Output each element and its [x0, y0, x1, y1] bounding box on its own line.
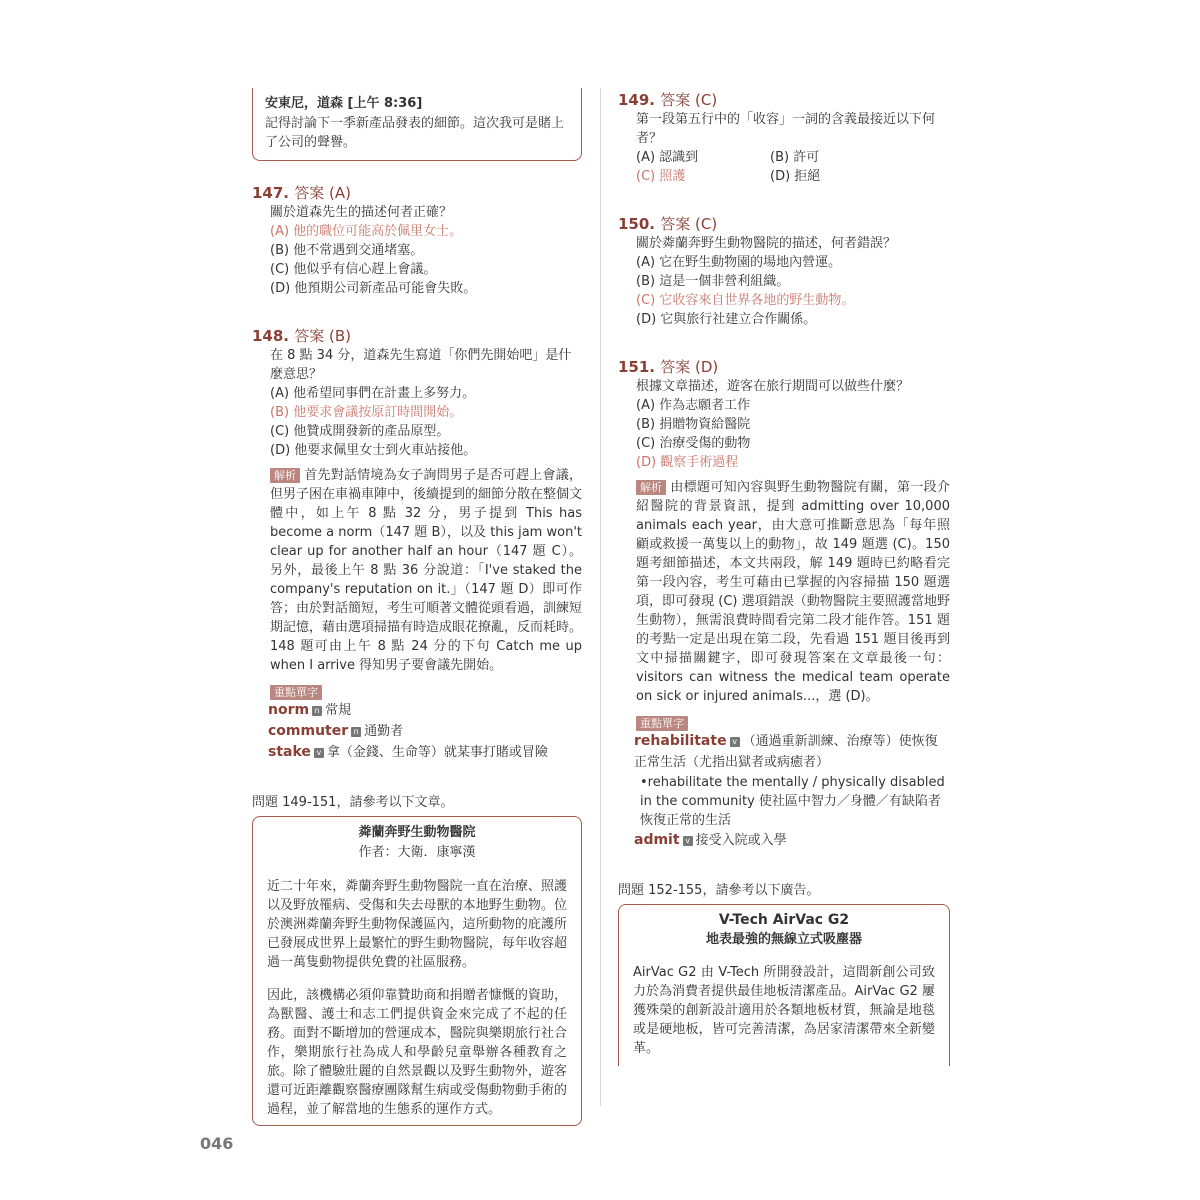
question-heading — [618, 357, 950, 377]
vocab-item — [268, 721, 582, 742]
question-150 — [618, 214, 950, 329]
vocab-example-text: rehabilitate the mentally / physically disabled in the community 使社區中智力／身體／有缺陷者恢復正常的生活 — [640, 775, 945, 828]
question-heading — [252, 326, 582, 346]
vocab-meaning: 通勤者 — [364, 724, 404, 739]
question-stem: 在 8 點 34 分，道森先生寫道「你們先開始吧」是什麼意思？ — [270, 348, 572, 382]
option-a: (A) 他的職位可能高於佩里女士。 — [270, 224, 463, 239]
answer-label: 答案 (D) — [660, 358, 719, 376]
question-147 — [252, 183, 582, 298]
vocab-example: •rehabilitate the mentally / physically disabled in the community 使社區中智力／身體／有缺陷者恢復正常的生活 — [640, 775, 945, 828]
answer-label: 答案 (A) — [294, 184, 351, 202]
explanation — [636, 478, 950, 706]
article-paragraph: 近二十年來，粦蘭奔野生動物醫院一直在治療、照護以及野放罹病、受傷和失去母獸的本地野生動物。位於澳洲粦蘭奔野生動物保護區內，這所動物的庇護所已發展成世界上最繁忙的野生動物醫院，每年收容超過一萬隻動物提供免費的社區服務。 — [267, 879, 567, 970]
ad-text: AirVac G2 由 V-Tech 所開發設計，這間新創公司致力於為消費者提供最佳地板清潔產品。AirVac G2 屢獲殊榮的創新設計適用於各類地板材質，無論是地毯或是硬地板，皆可完善清潔，為居家清潔帶來全新變革。 — [633, 965, 935, 1056]
option-c: (C) 他似乎有信心趕上會議。 — [270, 262, 437, 277]
vocab-word: commuter — [268, 723, 349, 739]
option-a: (A) 作為志願者工作 — [636, 398, 751, 413]
question-151 — [618, 357, 950, 851]
question-stem: 第一段第五行中的「收容」一詞的含義最接近以下何者？ — [636, 112, 936, 146]
explanation — [270, 466, 582, 675]
option-c: (C) 治療受傷的動物 — [636, 436, 751, 451]
question-heading — [252, 183, 582, 203]
option-b: (B) 這是一個非營利組織。 — [636, 274, 790, 289]
article-author: 作者：大衛．康寧漢 — [358, 845, 476, 860]
page-number: 046 — [200, 1134, 234, 1153]
vocab-word: norm — [268, 702, 310, 718]
option-a: (A) 認識到 — [636, 150, 699, 165]
vocab-word: rehabilitate — [634, 733, 727, 749]
option-b: (B) 許可 — [770, 150, 820, 165]
vocab-tag: 重點單字 — [270, 685, 322, 700]
vocab-heading — [636, 716, 950, 731]
answer-label: 答案 (C) — [660, 215, 718, 233]
option-d: (D) 拒絕 — [770, 169, 821, 184]
vocab-meaning: 拿（金錢、生命等）就某事打賭或冒險 — [326, 745, 548, 760]
option-d: (D) 他要求佩里女士到火車站接他。 — [270, 443, 477, 458]
option-b: (B) 捐贈物資給醫院 — [636, 417, 751, 432]
ad-box — [618, 904, 950, 1066]
question-149 — [618, 90, 950, 186]
option-b: (B) 他要求會議按原訂時間開始。 — [270, 405, 463, 420]
question-number: 148. — [252, 327, 290, 345]
question-number: 149. — [618, 91, 656, 109]
explanation-tag: 解析 — [636, 480, 666, 495]
part-of-speech-badge: n — [312, 706, 322, 716]
vocab-item — [634, 731, 950, 773]
dialog-text: 記得討論下一季新產品發表的細節。這次我可是賭上了公司的聲譽。 — [265, 116, 565, 150]
vocab-tag: 重點單字 — [636, 716, 688, 731]
left-column — [252, 88, 582, 1126]
vocab-meaning: 接受入院或入學 — [695, 833, 787, 848]
option-d: (D) 它與旅行社建立合作關係。 — [636, 312, 817, 327]
ad-prompt: 問題 152-155，請參考以下廣告。 — [618, 883, 820, 898]
ad-subtitle: 地表最強的無線立式吸塵器 — [705, 932, 862, 947]
question-number: 151. — [618, 358, 656, 376]
question-stem: 根據文章描述，遊客在旅行期間可以做些什麼？ — [636, 379, 910, 394]
answer-label: 答案 (B) — [294, 327, 352, 345]
vocab-word: admit — [634, 832, 680, 848]
explanation-tag: 解析 — [270, 468, 300, 483]
part-of-speech-badge: v — [314, 748, 324, 758]
dialog-box — [252, 88, 582, 161]
column-divider — [600, 88, 601, 1106]
article-box — [252, 816, 582, 1126]
question-number: 150. — [618, 215, 656, 233]
vocab-meaning: （通過重新訓練、治療等）使恢復正常生活（尤指出獄者或病癒者） — [634, 734, 938, 770]
ad-title: V-Tech AirVac G2 — [718, 912, 850, 928]
part-of-speech-badge: v — [683, 836, 693, 846]
option-a: (A) 它在野生動物園的場地內營運。 — [636, 255, 842, 270]
passage-prompt: 問題 149-151，請參考以下文章。 — [252, 795, 454, 810]
vocab-word: stake — [268, 744, 311, 760]
right-column — [618, 88, 950, 1066]
vocab-item — [268, 742, 582, 763]
option-a: (A) 他希望同事們在計畫上多努力。 — [270, 386, 476, 401]
article-title: 粦蘭奔野生動物醫院 — [358, 825, 476, 840]
vocab-meaning: 常規 — [325, 703, 352, 718]
article-paragraph: 因此，該機構必須仰靠贊助商和捐贈者慷慨的資助，為獸醫、護士和志工們提供資金來完成了不起的任務。面對不斷增加的營運成本，醫院與樂期旅行社合作，樂期旅行社為成人和學齡兒童舉辦各種教育之旅。除了體驗壯麗的自然景觀以及野生動物外，遊客還可近距離觀察醫療團隊幫生病或受傷動物動手術的過程，並了解當地的生態系的運作方式。 — [267, 988, 567, 1117]
answer-label: 答案 (C) — [660, 91, 718, 109]
options-grid — [636, 148, 950, 186]
option-c: (C) 他贊成開發新的產品原型。 — [270, 424, 450, 439]
option-b: (B) 他不常遇到交通堵塞。 — [270, 243, 424, 258]
option-d: (D) 他預期公司新產品可能會失敗。 — [270, 281, 477, 296]
question-148 — [252, 326, 582, 763]
question-heading — [618, 90, 950, 110]
explanation-text: 由標題可知內容與野生動物醫院有關，第一段介紹醫院的背景資訊，提到 admitting over 10,000 animals each year，由大意可推斷意思為「每年照顧或救援一萬隻以上的動物」，故 149 題選 (C)。150 題考細節描述，本文共兩段，解 149 題時已約略看完第一段內容，考生可藉由已掌握的內容掃描 150 題選項，即可發現 (C) 選項錯誤（動物醫院主要照護當地野生動物），無需浪費時間看完第二段才能作答。151 題的考點一定是出現在第二段，先看過 151 題目後再到文中掃描關鍵字，即可發現答案在文章最後一句：visitors can witness the medical team operate on sick or injured animals...，選 (D)。 — [636, 480, 950, 704]
option-d: (D) 觀察手術過程 — [636, 455, 739, 470]
part-of-speech-badge: n — [351, 727, 361, 737]
question-stem: 關於道森先生的描述何者正確？ — [270, 205, 453, 220]
question-heading — [618, 214, 950, 234]
option-c: (C) 照護 — [636, 169, 686, 184]
part-of-speech-badge: v — [730, 737, 740, 747]
option-c: (C) 它收容來自世界各地的野生動物。 — [636, 293, 855, 308]
vocab-heading — [270, 685, 582, 700]
vocab-item — [268, 700, 582, 721]
explanation-text: 首先對話情境為女子詢問男子是否可趕上會議，但男子困在車禍車陣中，後續提到的細節分散在整個文體中，如上午 8 點 32 分，男子提到 This has become a norm（147 題 B），以及 this jam won't clear up for another half an hour（147 題 C）。另外，最後上午 8 點 36 分說道：「I've staked the company's reputation on it.」（147 題 D）即可作答；由於對話簡短，考生可順著文體從頭看過，訓練短期記憶，藉由選項掃描有時造成眼花撩亂，反而耗時。148 題可由上午 8 點 24 分的下句 Catch me up when I arrive 得知男子要會議先開始。 — [270, 468, 583, 673]
dialog-speaker: 安東尼，道森 [上午 8:36] — [265, 96, 423, 111]
question-stem: 關於粦蘭奔野生動物醫院的描述，何者錯誤？ — [636, 236, 897, 251]
vocab-item — [634, 830, 950, 851]
question-number: 147. — [252, 184, 290, 202]
